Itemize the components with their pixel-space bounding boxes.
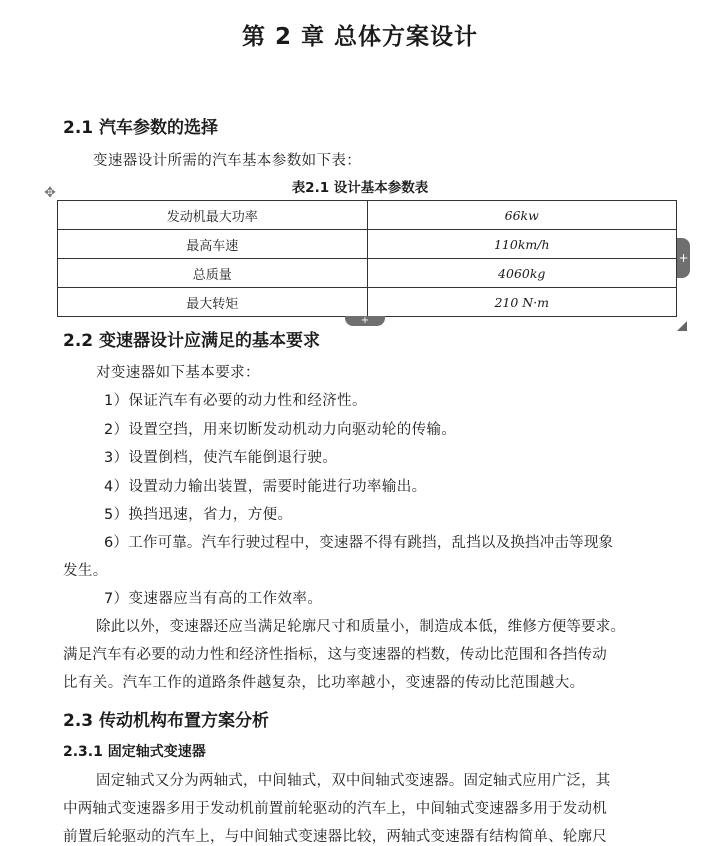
table-cell-param[interactable]: 总质量 — [58, 259, 368, 288]
table-caption: 表2.1 设计基本参数表 — [291, 180, 429, 196]
plus-icon: + — [678, 251, 689, 265]
requirement-item: 7）变速器应当有高的工作效率。 — [104, 591, 323, 607]
table-cell-value[interactable]: 4060kg — [367, 259, 677, 288]
requirement-item-continuation: 发生。 — [63, 563, 108, 579]
table-cell-value[interactable]: 66kw — [367, 201, 677, 230]
add-row-button[interactable] — [345, 316, 385, 326]
plus-icon: + — [360, 315, 370, 326]
table-cell-value[interactable]: 110km/h — [367, 230, 677, 259]
section-heading-2-3: 2.3 传动机构布置方案分析 — [63, 711, 270, 731]
table-row — [58, 201, 677, 230]
table-row — [58, 259, 677, 288]
section-heading-2-1: 2.1 汽车参数的选择 — [63, 118, 219, 138]
requirement-item: 3）设置倒档，使汽车能倒退行驶。 — [104, 450, 338, 466]
table-cell-param[interactable]: 最大转矩 — [58, 288, 368, 317]
resize-corner-icon[interactable] — [677, 316, 687, 326]
requirement-item: 1）保证汽车有必要的动力性和经济性。 — [104, 393, 367, 409]
requirement-item: 2）设置空挡，用来切断发动机动力向驱动轮的传输。 — [104, 422, 457, 438]
move-arrows-icon[interactable]: ✥ — [44, 185, 56, 201]
paragraph-line: 满足汽车有必要的动力性和经济性指标，这与变速器的档数，传动比范围和各挡传动 — [63, 647, 607, 663]
requirement-item: 6）工作可靠。汽车行驶过程中，变速器不得有跳挡，乱挡以及换挡冲击等现象 — [104, 535, 614, 551]
requirement-item: 4）设置动力输出装置，需要时能进行功率输出。 — [104, 479, 427, 495]
paragraph-line: 除此以外，变速器还应当满足轮廓尺寸和质量小，制造成本低，维修方便等要求。 — [96, 619, 626, 635]
chapter-title: 第 2 章 总体方案设计 — [241, 24, 479, 50]
paragraph-line: 比有关。汽车工作的道路条件越复杂，比功率越小，变速器的传动比范围越大。 — [63, 675, 585, 691]
section-heading-2-2: 2.2 变速器设计应满足的基本要求 — [63, 331, 321, 351]
paragraph-line: 前置后轮驱动的汽车上，与中间轴式变速器比较，两轴式变速器有结构简单、轮廓尺 — [63, 829, 607, 845]
table-row — [58, 288, 677, 317]
paragraph-line: 固定轴式又分为两轴式，中间轴式，双中间轴式变速器。固定轴式应用广泛，其 — [96, 773, 611, 789]
table-cell-param[interactable]: 发动机最大功率 — [58, 201, 368, 230]
parameters-table — [57, 200, 677, 317]
requirement-item: 5）换挡迅速，省力，方便。 — [104, 507, 293, 523]
table-row — [58, 230, 677, 259]
add-column-button[interactable] — [677, 238, 690, 278]
table-cell-param[interactable]: 最高车速 — [58, 230, 368, 259]
section-2-2-intro: 对变速器如下基本要求： — [96, 365, 260, 381]
section-2-1-intro: 变速器设计所需的汽车基本参数如下表： — [93, 153, 362, 169]
table-cell-value[interactable]: 210 N·m — [367, 288, 677, 317]
paragraph-line: 中两轴式变速器多用于发动机前置前轮驱动的汽车上，中间轴式变速器多用于发动机 — [63, 801, 607, 817]
section-heading-2-3-1: 2.3.1 固定轴式变速器 — [63, 744, 206, 760]
